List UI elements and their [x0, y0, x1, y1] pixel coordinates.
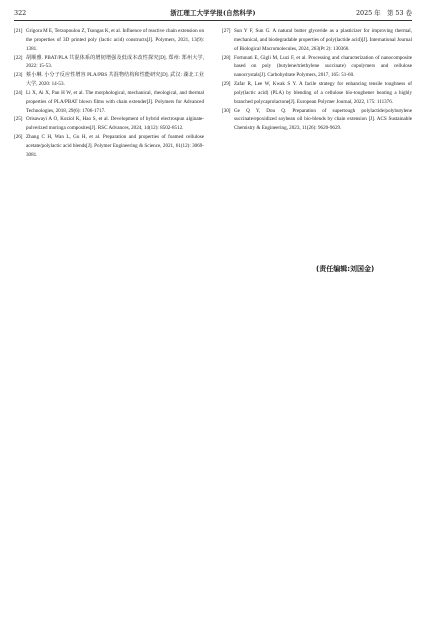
- volume-info: 2025 年 第 53 卷: [355, 9, 412, 17]
- journal-title: 浙江理工大学学报(自然科学): [170, 9, 256, 17]
- reference-number: [25]: [14, 116, 23, 123]
- reference-number: [28]: [222, 54, 231, 61]
- reference-item: [14, 89, 204, 116]
- reference-text: Grigora M E, Terzopoulou Z, Tsongas K, et al. Influence of reactive chain extension on the properties of 3D printed poly (lactic acid) constructs[J]. Polymers, 2021, 13(9): 1381.: [26, 28, 204, 52]
- reference-text: 蔡小琳. 小分子反应性增容 PLA/PBS 共混物结构和性能研究[D]. 武汉: 湖北工业大学, 2020: 14-53.: [26, 72, 204, 88]
- reference-number: [21]: [14, 28, 23, 34]
- reference-text: Zafar R, Lee W, Kwak S Y. A facile strategy for enhancing tensile toughness of poly(lactic acid) (PLA) by blending of a cellulose bio-toughener bearing a highly branched polycaprolactone[J]. European Polymer Journal, 2022, 175: 111376.: [234, 81, 412, 105]
- reference-number: [30]: [222, 107, 231, 114]
- reference-text: Fortunati E, Gigli M, Luzi F, et al. Processing and characterization of nanocomposite based on poly (butylene/triethylene succinate) copolymers and cellulose nanocrystals[J]. Carbohydrate Polymers, 2017, 165: 51-60.: [234, 54, 412, 79]
- reference-text: 胡顺雅. PBAT/PLA 共混体系的增韧增强及低成本改性探究[D]. 郑州: 郑州大学, 2022: 15-53.: [26, 54, 204, 70]
- reference-number: [22]: [14, 54, 23, 61]
- page-header: [14, 6, 412, 20]
- reference-item: [14, 54, 204, 72]
- reference-number: [26]: [14, 134, 23, 141]
- header-rule: [14, 20, 412, 21]
- reference-text: Sun Y F, Sun G. A natural butter glyceride as a plasticizer for improving thermal, mechanical, and biodegradable properties of poly(lactide acid)[J]. International Journal of Biological Macromolecules, 2024, 263(Pt 2): 130366.: [234, 28, 412, 52]
- reference-number: [23]: [14, 72, 23, 79]
- reference-item: [222, 54, 412, 81]
- reference-item: [14, 27, 204, 54]
- page-number: 322: [14, 9, 27, 17]
- reference-item: [222, 80, 412, 107]
- references-left-column: [14, 27, 204, 160]
- reference-number: [24]: [14, 89, 23, 96]
- reference-number: [29]: [222, 81, 231, 88]
- responsible-editor-note: (责任编辑:刘国金): [316, 265, 375, 273]
- reference-text: Zhang C H, Wan L, Gu H, et al. Preparation and properties of foamed cellulose acetate/polylactic acid blends[J]. Polymer Engineering & Science, 2021, 61(12): 3069-3081.: [26, 134, 204, 158]
- reference-text: Li X, Ai X, Pan H W, et al. The morphological, mechanical, rheological, and thermal properties of PLA/PBAT blown films with chain extender[J]. Polymers for Advanced Technologies, 2018, 29(6): 1706-1717.: [26, 89, 204, 114]
- reference-item: [14, 115, 204, 133]
- reference-text: Orisawayi A O, Koziol K, Hao S, et al. Development of hybrid electrospun alginate-pulverized moringa composites[J]. RSC Advances, 2024, 14(12): 8502-8512.: [26, 116, 204, 132]
- reference-item: [222, 107, 412, 134]
- reference-item: [222, 27, 412, 54]
- references-right-column: [222, 27, 412, 133]
- reference-item: [14, 133, 204, 160]
- reference-text: Ge Q Y, Dou Q. Preparation of supertough polylactide/polybutylene succinate/epoxidized soybean oil bio-blends by chain extension [J]. ACS Sustainable Chemistry & Engineering, 2023, 11(26): 9620-9629.: [234, 107, 412, 132]
- reference-item: [14, 71, 204, 89]
- reference-number: [27]: [222, 28, 231, 34]
